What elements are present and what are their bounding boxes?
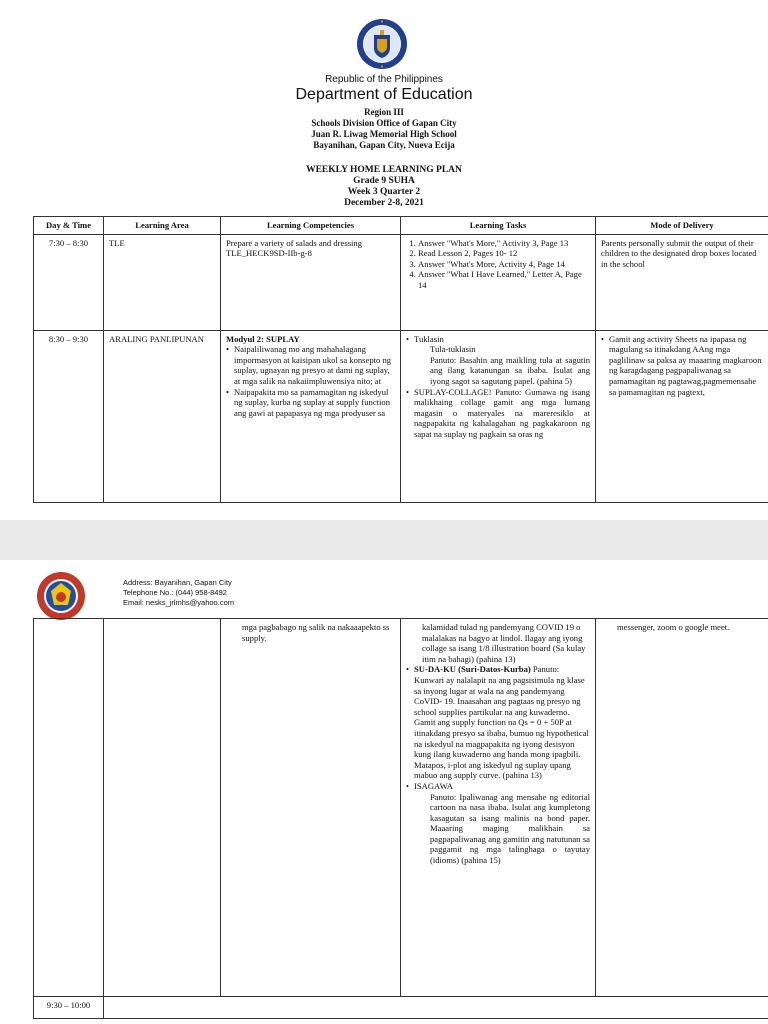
week-text: Week 3 Quarter 2 <box>347 187 421 197</box>
row-empty <box>104 997 768 1019</box>
task-text: Panuto: Basahin ang maikling tula at sagutin ang ilang katanungan sa ibaba. Isulat ang iyong sagot sa sagutang papel. (pahina 5) <box>430 354 590 386</box>
division-text: Schools Division Office of Gapan City <box>311 118 457 128</box>
task-item <box>406 334 590 387</box>
address-text: Address: Bayanihan, Gapan City <box>123 578 232 587</box>
dates-text: December 2-8, 2021 <box>344 198 424 208</box>
plan-heading <box>0 165 768 209</box>
row-area: ARALING PANLIPUNAN <box>104 330 221 502</box>
row-time: 8:30 – 9:30 <box>34 330 104 502</box>
row-delivery <box>596 619 768 997</box>
row-delivery: Parents personally submit the output of their children to the designated drop boxes located in the school <box>596 234 768 330</box>
school-logo-icon <box>36 571 86 621</box>
task-title: • ISAGAWA <box>414 780 453 791</box>
row-time: 9:30 – 10:00 <box>34 997 104 1019</box>
grade-text: Grade 9 SUHA <box>353 176 415 186</box>
table-row <box>34 330 768 502</box>
task-item: 3. Answer "What's More, Activity 4, Page 14 <box>418 259 590 270</box>
header-delivery: Mode of Delivery <box>596 217 768 235</box>
row-tasks <box>401 330 596 502</box>
row-tasks <box>401 619 596 997</box>
row-area <box>104 619 221 997</box>
row-delivery <box>596 330 768 502</box>
task-text: kalamidad tulad ng pandemyang COVID 19 o malalakas na bagyo at lindol. Ilagay ang iyong collage sa isang 1/8 illustration board (Sa kulay itim na bahagi) (pahina 13) <box>422 622 586 664</box>
header-learning-area: Learning Area <box>104 217 221 235</box>
row-area: TLE <box>104 234 221 330</box>
competency-item: • Naipapakita mo sa pamamagitan ng iskedyul ng suplay, kurba ng suplay at supply function ang gawi at papapasya ng mga prodyuser sa <box>226 387 395 419</box>
learning-plan-table-continued <box>33 618 768 1019</box>
task-text: Panuto: Kunwari ay nalalapit na ang pagsisimula ng klase sa inyong lugar at wala na ang pandemyang CoVID- 19. Inaasahan ang pagtaas ng presyo ng school supplies partikular na ang kuwaderno. Gamit ang supply function na Qs = 0 + 50P at itinakdang presyo sa ibaba, bumuo ng hypothetical na iskedyul na magpapakita ng iyong desisyon kung ilang kuwaderno ang handa mong ipagbili. Matapos, i-plot ang iskedyul ng suplay upang mabuo ang supply curve. (pahina 13) <box>414 664 589 781</box>
learning-plan-table <box>33 216 768 503</box>
contact-block <box>123 578 234 608</box>
republic-text: Republic of the Philippines <box>325 74 443 85</box>
table-header-row <box>34 217 768 235</box>
school-address: Bayanihan, Gapan City, Nueva Ecija <box>313 140 455 150</box>
row-competency <box>221 330 401 502</box>
task-title: SU-DA-KU (Suri-Datos-Kurba) <box>414 664 531 675</box>
task-title: • Tuklasin <box>414 333 444 344</box>
row-time <box>34 619 104 997</box>
header-day-time: Day & Time <box>34 217 104 235</box>
region-text: Region III <box>364 107 404 117</box>
task-item: • SUPLAY-COLLAGE! Panuto: Gumawa ng isang malikhaing collage gamit ang mga lumang magasin o materyales na mareresiklo at nagpapakita ng kahalagahan ng pagkakaroon ng sapat na suplay ng pagkain sa oras ng <box>406 387 590 440</box>
competency-text: mga pagbabago ng salik na nakaaapekto ss supply. <box>242 622 390 643</box>
row-competency <box>221 619 401 997</box>
table-row <box>34 234 768 330</box>
task-item: 4. Answer "What I Have Learned," Letter A, Page 14 <box>418 269 590 290</box>
task-text: Panuto: Ipaliwanag ang mensahe ng editorial cartoon na nasa ibaba. Isulat ang kumpletong kasagutan sa isang malinis na bond paper. Maaaring maging malikhain sa pagpapaliwanag ang gamitin ang natutunan sa paggamit ng mga talinghaga o tayutay (idioms) (pahina 15) <box>430 791 590 866</box>
deped-seal-icon <box>356 18 408 70</box>
email-text: Email: nesks_jrlmhs@yahoo.com <box>123 598 234 607</box>
telephone-text: Telephone No.: (044) 958-8492 <box>123 588 227 597</box>
school-info <box>0 107 768 151</box>
department-title: Department of Education <box>295 86 473 103</box>
header-tasks: Learning Tasks <box>401 217 596 235</box>
table-row <box>34 997 768 1019</box>
delivery-item: • Gamit ang activity Sheets na ipapasa ng magulang sa itinakdang AAng mga paglilinaw sa paksa ay maaaring magkaroon ng karagdagang pagpapaliwanag sa pamamagitan ng pagtawag,pagmemensahe sa pamamagitan ng pagtext, <box>601 334 763 398</box>
header-competencies: Learning Competencies <box>221 217 401 235</box>
school-name: Juan R. Liwag Memorial High School <box>311 129 457 139</box>
page-gap <box>0 520 768 560</box>
module-title: Modyul 2: SUPLAY <box>226 333 300 344</box>
row-competency: Prepare a variety of salads and dressing TLE_HECK9SD-IIb-g-8 <box>221 234 401 330</box>
row-tasks <box>401 234 596 330</box>
task-item <box>406 781 590 866</box>
table-row <box>34 619 768 997</box>
delivery-text: messenger, zoom o google meet. <box>617 622 730 632</box>
task-item <box>406 664 590 781</box>
competency-item: • Naipaliliwanag mo ang mahahalagang impormasyon at kaisipan ukol sa konsepto ng suplay, ugnayan ng presyo at dami ng suplay, at mga salik na nakaiimpluwensiya nito; at <box>226 344 395 386</box>
task-item: 2. Read Lesson 2, Pages 10- 12 <box>418 248 590 259</box>
task-item: 1. Answer "What's More," Activity 3, Page 13 <box>418 238 590 249</box>
plan-title: WEEKLY HOME LEARNING PLAN <box>306 165 462 175</box>
task-subtitle: Tula-tuklasin <box>430 344 476 355</box>
row-time: 7:30 – 8:30 <box>34 234 104 330</box>
